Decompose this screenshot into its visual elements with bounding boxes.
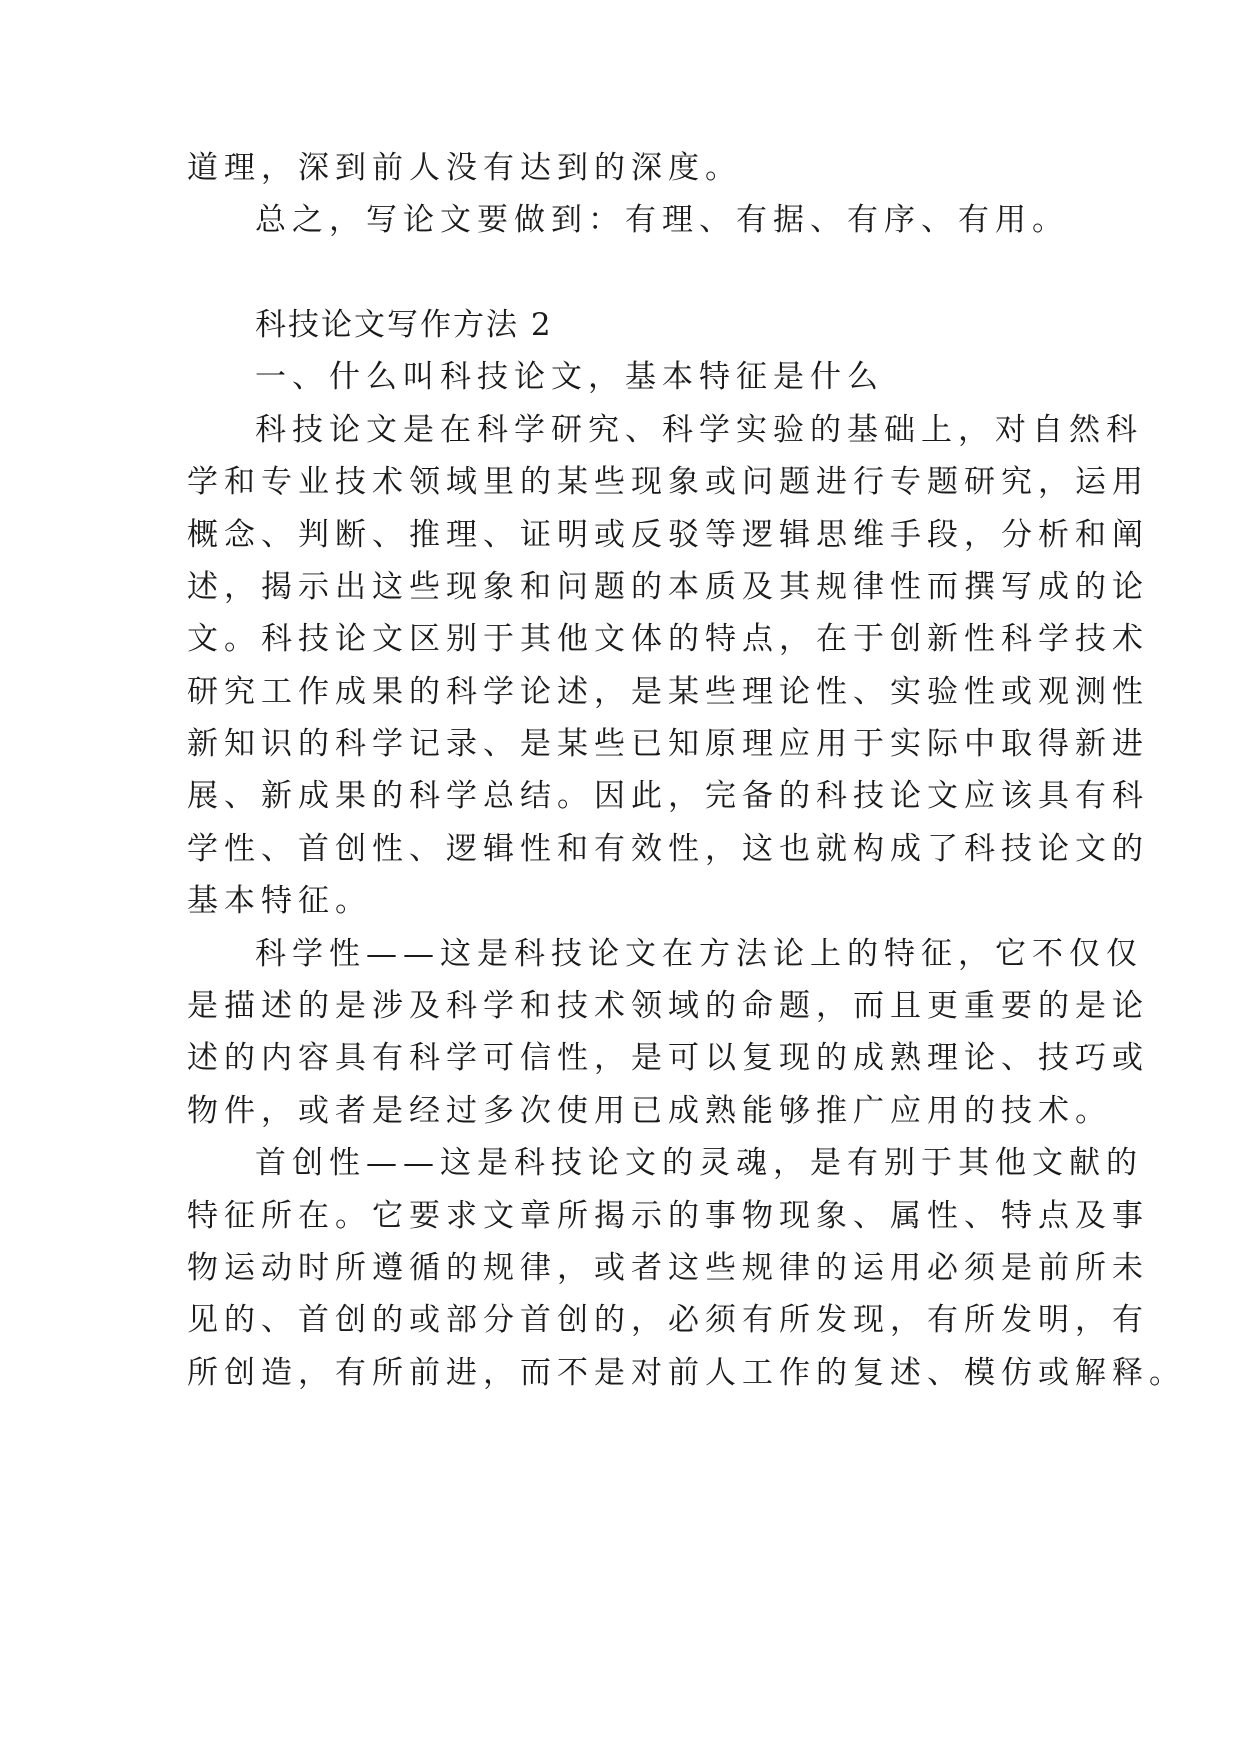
text-line: 学性、首创性、逻辑性和有效性，这也就构成了科技论文的 bbox=[187, 831, 1149, 867]
text-line: 新知识的科学记录、是某些已知原理应用于实际中取得新进 bbox=[187, 726, 1149, 762]
text-line: 科技论文是在科学研究、科学实验的基础上，对自然科 bbox=[255, 412, 1143, 448]
text-line: 是描述的是涉及科学和技术领域的命题，而且更重要的是论 bbox=[187, 988, 1149, 1024]
text-line: 首创性——这是科技论文的灵魂，是有别于其他文献的 bbox=[255, 1145, 1143, 1181]
text-line: 道理，深到前人没有达到的深度。 bbox=[187, 150, 742, 186]
text-line: 述，揭示出这些现象和问题的本质及其规律性而撰写成的论 bbox=[187, 569, 1149, 605]
text-line: 展、新成果的科学总结。因此，完备的科技论文应该具有科 bbox=[187, 778, 1149, 814]
section-subheading: 一、什么叫科技论文，基本特征是什么 bbox=[255, 359, 884, 395]
text-line: 基本特征。 bbox=[187, 883, 372, 919]
text-line: 所创造，有所前进，而不是对前人工作的复述、模仿或解释。 bbox=[187, 1355, 1186, 1391]
text-line: 科学性——这是科技论文在方法论上的特征，它不仅仅 bbox=[255, 936, 1143, 972]
summary-paragraph: 总之，写论文要做到：有理、有据、有序、有用。 bbox=[255, 202, 1069, 238]
text-line: 特征所在。它要求文章所揭示的事物现象、属性、特点及事 bbox=[187, 1198, 1149, 1234]
text-line: 研究工作成果的科学论述，是某些理论性、实验性或观测性 bbox=[187, 674, 1149, 710]
text-line: 学和专业技术领域里的某些现象或问题进行专题研究，运用 bbox=[187, 464, 1149, 500]
text-line: 述的内容具有科学可信性，是可以复现的成熟理论、技巧或 bbox=[187, 1040, 1149, 1076]
text-line: 见的、首创的或部分首创的，必须有所发现，有所发明，有 bbox=[187, 1302, 1149, 1338]
text-line: 概念、判断、推理、证明或反驳等逻辑思维手段，分析和阐 bbox=[187, 517, 1149, 553]
section-title: 科技论文写作方法 2 bbox=[255, 307, 553, 343]
text-line: 物运动时所遵循的规律，或者这些规律的运用必须是前所未 bbox=[187, 1250, 1149, 1286]
text-line: 物件，或者是经过多次使用已成熟能够推广应用的技术。 bbox=[187, 1093, 1112, 1129]
text-line: 文。科技论文区别于其他文体的特点，在于创新性科学技术 bbox=[187, 621, 1149, 657]
